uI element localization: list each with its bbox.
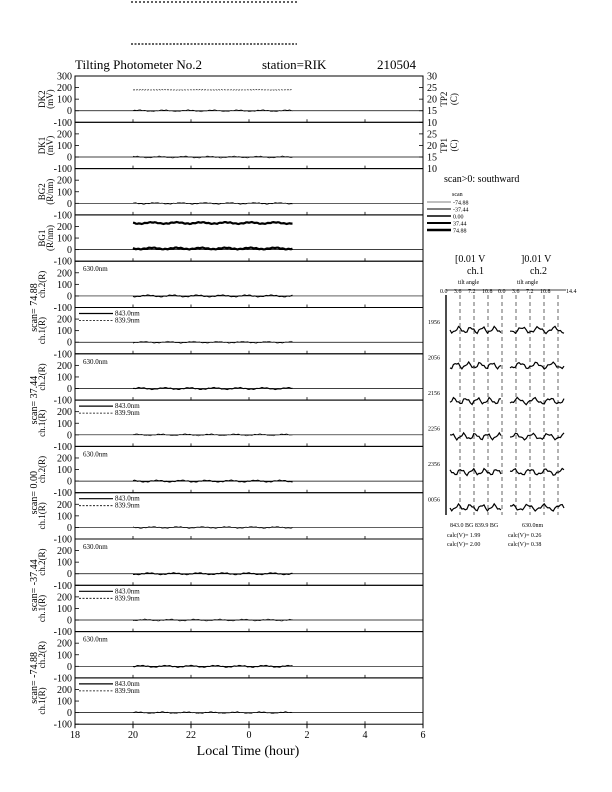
panel-frame (75, 539, 423, 585)
y-axis-label: DK1 (37, 136, 47, 155)
side-trace-ch2 (510, 362, 564, 369)
y-axis-label: (R/nm) (45, 178, 55, 205)
legend-label: 843.0nm (115, 309, 140, 318)
legend-label: 843.0nm (115, 402, 140, 411)
y-tick-label: -100 (53, 117, 72, 129)
y-tick-label: 100 (57, 326, 72, 338)
side-tilt-label-2: tilt angle (517, 280, 539, 286)
y-tick-label: 0 (67, 198, 72, 210)
side-row-label: 1956 (428, 320, 440, 326)
side-trace-ch1 (450, 362, 501, 369)
y-tick-label: 100 (57, 650, 72, 662)
panel (37, 261, 423, 314)
side-trace-ch1 (450, 469, 501, 476)
y-tick-label: 0 (67, 384, 72, 396)
panel (37, 308, 423, 361)
y-tick-label: 0 (67, 152, 72, 164)
side-row-label: 0056 (428, 497, 440, 504)
side-tilt-label-1: tilt angle (458, 280, 480, 286)
y-axis-label: (mV) (45, 89, 55, 109)
scan-group-label: scan= -37.44 (29, 559, 40, 612)
y-tick-label: 0 (67, 569, 72, 581)
y-axis-label: DK2 (37, 90, 47, 108)
right-tick-label: 25 (427, 129, 437, 141)
side-calc-right-2: calc(V)= 0.38 (508, 542, 542, 548)
y-axis-label: BG2 (37, 183, 47, 201)
side-row-label: 2256 (428, 426, 440, 433)
y-tick-label: 0 (67, 708, 72, 720)
y-tick-label: 200 (57, 175, 72, 187)
y-tick-label: 0 (67, 522, 72, 534)
panels-group (29, 72, 459, 731)
y-tick-label: 0 (67, 291, 72, 303)
chart-title: Tilting Photometer No.2 (75, 57, 203, 72)
legend-label: 843.0nm (115, 494, 140, 503)
station-label: station=RIK (262, 57, 327, 72)
scan-legend-entry: 74.88 (453, 228, 467, 235)
y-tick-label: -100 (53, 210, 72, 222)
right-tick-label: 15 (427, 106, 437, 118)
right-tick-label: 10 (427, 164, 437, 176)
panel-frame (75, 76, 423, 122)
scan-legend-entry: 0.00 (453, 214, 464, 221)
panel (37, 446, 423, 499)
side-tilt-tick: 3.6 (454, 289, 462, 295)
y-tick-label: 200 (57, 129, 72, 141)
right-axis-label: TP2 (439, 91, 449, 107)
y-axis-label: BG1 (37, 229, 47, 247)
y-tick-label: -100 (53, 349, 72, 361)
y-tick-label: -100 (53, 395, 72, 407)
side-ch1-head: [0.01 V (455, 254, 486, 265)
date-label: 210504 (377, 57, 416, 72)
y-tick-label: -100 (53, 256, 72, 268)
scan-group-label: scan= -74.88 (29, 652, 40, 704)
legend-label: 839.9nm (115, 594, 140, 603)
panel (37, 215, 423, 268)
scan-legend-entry: -37.44 (453, 207, 469, 214)
side-tilt-tick: 7.2 (526, 289, 534, 295)
y-tick-label: 100 (57, 603, 72, 615)
right-tick-label: 15 (427, 152, 437, 164)
x-tick-label: 20 (128, 730, 138, 742)
y-tick-label: 100 (57, 372, 72, 384)
y-tick-label: 200 (57, 684, 72, 696)
x-axis-label: Local Time (hour) (196, 744, 300, 759)
side-ch1-label: ch.1 (467, 266, 484, 277)
right-axis-label: TP1 (439, 137, 449, 153)
legend-label: 843.0nm (115, 587, 140, 596)
y-tick-label: 100 (57, 187, 72, 199)
y-axis-label: ch.2(R) (37, 641, 47, 669)
side-trace-ch2 (510, 469, 564, 476)
right-axis-label: (C) (449, 93, 459, 106)
y-tick-label: 0 (67, 430, 72, 442)
y-tick-label: 100 (57, 140, 72, 152)
legend-label: 839.9nm (115, 501, 140, 510)
y-axis-label: ch.1(R) (37, 687, 47, 715)
scan-group-label: scan= 74.88 (29, 283, 40, 332)
scan-legend (427, 174, 519, 235)
y-axis-label: (mV) (45, 135, 55, 156)
y-axis-label: ch.2(R) (37, 270, 47, 298)
side-tilt-tick: 0.0 (440, 289, 448, 295)
side-tilt-tick: 0.0 (498, 289, 506, 295)
panel (37, 400, 423, 453)
data-series (133, 222, 293, 224)
side-trace-ch1 (450, 326, 501, 333)
side-trace-ch1 (450, 433, 501, 440)
side-tilt-tick: 7.2 (468, 289, 476, 295)
x-axis (70, 724, 426, 741)
side-tilt-tick: 3.6 (512, 289, 520, 295)
legend-label: 843.0nm (115, 679, 140, 688)
y-axis-label: ch.1(R) (37, 317, 47, 345)
y-tick-label: 200 (57, 638, 72, 650)
side-panel (428, 254, 577, 548)
side-trace-ch2 (510, 397, 564, 404)
y-tick-label: 300 (57, 71, 72, 83)
y-axis-label: ch.1(R) (37, 409, 47, 437)
scan-group-label: scan= 0.00 (29, 470, 40, 515)
data-series (133, 90, 293, 91)
right-axis-label: (C) (449, 139, 459, 152)
side-calc-left-1: calc(V)= 1.99 (447, 533, 481, 539)
x-tick-label: 2 (304, 730, 310, 742)
y-tick-label: 200 (57, 268, 72, 280)
y-tick-label: 200 (57, 499, 72, 511)
y-tick-label: 0 (67, 106, 72, 118)
y-tick-label: 100 (57, 557, 72, 569)
right-tick-label: 30 (427, 71, 437, 83)
y-tick-label: 0 (67, 615, 72, 627)
panel (37, 493, 423, 546)
panel (37, 539, 423, 592)
data-series (133, 295, 293, 297)
y-axis-label: ch.2(R) (37, 363, 47, 391)
y-tick-label: 100 (57, 279, 72, 291)
side-row-label: 2056 (428, 355, 440, 362)
right-tick-label: 25 (427, 83, 437, 95)
side-footer-left: 843.0 BG 839.9 BG (450, 523, 499, 529)
y-axis-label: ch.2(R) (37, 455, 47, 484)
panel-label: 630.0nm (83, 357, 108, 366)
y-tick-label: 200 (57, 314, 72, 326)
y-tick-label: 200 (57, 221, 72, 233)
side-ch2-label: ch.2 (530, 266, 547, 277)
y-tick-label: 200 (57, 407, 72, 419)
y-axis-label: ch.2(R) (37, 548, 47, 576)
right-tick-label: 10 (427, 117, 437, 129)
panel-label: 630.0nm (83, 450, 108, 459)
y-tick-label: 100 (57, 511, 72, 523)
y-axis-label: ch.1(R) (37, 502, 47, 530)
panel-frame (75, 354, 423, 400)
y-tick-label: 200 (57, 83, 72, 95)
panel-frame (75, 169, 423, 215)
x-tick-label: 6 (420, 730, 426, 742)
y-tick-label: 200 (57, 360, 72, 372)
right-tick-label: 20 (427, 140, 437, 152)
y-tick-label: -100 (53, 534, 72, 546)
scan-legend-head: scan (452, 192, 463, 198)
panel-label: 630.0nm (83, 543, 108, 551)
legend-label: 839.9nm (115, 316, 140, 325)
scan-legend-entry: 37.44 (453, 221, 467, 228)
y-tick-label: 100 (57, 94, 72, 106)
side-tilt-tick: 10.8 (482, 289, 493, 295)
side-trace-ch1 (450, 398, 501, 405)
top-decoration (131, 2, 297, 44)
y-tick-label: 100 (57, 696, 72, 708)
scan-legend-title: scan>0: southward (444, 174, 520, 185)
right-tick-label: 20 (427, 94, 437, 106)
x-tick-label: 4 (362, 730, 368, 742)
y-tick-label: -100 (53, 164, 72, 176)
y-tick-label: 200 (57, 453, 72, 465)
side-row-label: 2356 (428, 462, 440, 468)
panel-label: 630.0nm (83, 265, 108, 274)
panel (37, 678, 423, 731)
side-row-label: 2156 (428, 391, 440, 397)
panel (37, 632, 423, 685)
scan-group-label: scan= 37.44 (29, 375, 40, 425)
y-tick-label: 0 (67, 245, 72, 257)
side-tilt-end: 14.4 (566, 289, 577, 295)
x-tick-label: 18 (70, 730, 80, 742)
y-axis-label: ch.1(R) (37, 594, 47, 623)
legend-label: 839.9nm (115, 409, 140, 418)
y-tick-label: 100 (57, 465, 72, 477)
x-tick-label: 22 (186, 730, 196, 742)
panel-frame (75, 122, 423, 168)
legend-label: 839.9nm (115, 686, 140, 695)
y-tick-label: -100 (53, 488, 72, 500)
panel (37, 354, 423, 407)
side-calc-left-2: calc(V)= 2.00 (447, 542, 481, 548)
y-tick-label: 200 (57, 592, 72, 604)
panel (37, 72, 459, 129)
y-tick-label: 100 (57, 233, 72, 245)
side-trace-ch1 (450, 504, 501, 511)
side-tilt-tick: 10.8 (540, 289, 551, 295)
x-tick-label: 0 (246, 730, 252, 742)
side-footer-right: 630.0nm (522, 523, 544, 529)
y-tick-label: 100 (57, 418, 72, 430)
y-tick-label: 0 (67, 476, 72, 488)
y-tick-label: 0 (67, 337, 72, 349)
panel (37, 585, 423, 638)
data-series (133, 248, 293, 250)
y-tick-label: 0 (67, 661, 72, 673)
side-trace-ch2 (510, 504, 564, 511)
panel (37, 169, 423, 222)
panel-frame (75, 261, 423, 307)
y-tick-label: -100 (53, 580, 72, 592)
panel-frame (75, 446, 423, 492)
y-tick-label: -100 (53, 303, 72, 314)
side-trace-ch2 (510, 433, 564, 440)
side-trace-ch2 (510, 326, 564, 333)
panel-label: 630.0nm (83, 635, 108, 644)
y-tick-label: 200 (57, 546, 72, 558)
y-tick-label: -100 (53, 673, 72, 685)
side-calc-right-1: calc(V)= 0.26 (508, 533, 542, 539)
y-tick-label: -100 (53, 441, 72, 453)
y-tick-label: -100 (53, 719, 72, 731)
panel (37, 122, 459, 175)
scan-legend-entry: -74.88 (453, 200, 469, 207)
panel-frame (75, 632, 423, 678)
side-ch2-head: ]0.01 V (521, 254, 552, 265)
y-axis-label: (R/nm) (45, 225, 55, 252)
y-tick-label: -100 (53, 627, 72, 639)
